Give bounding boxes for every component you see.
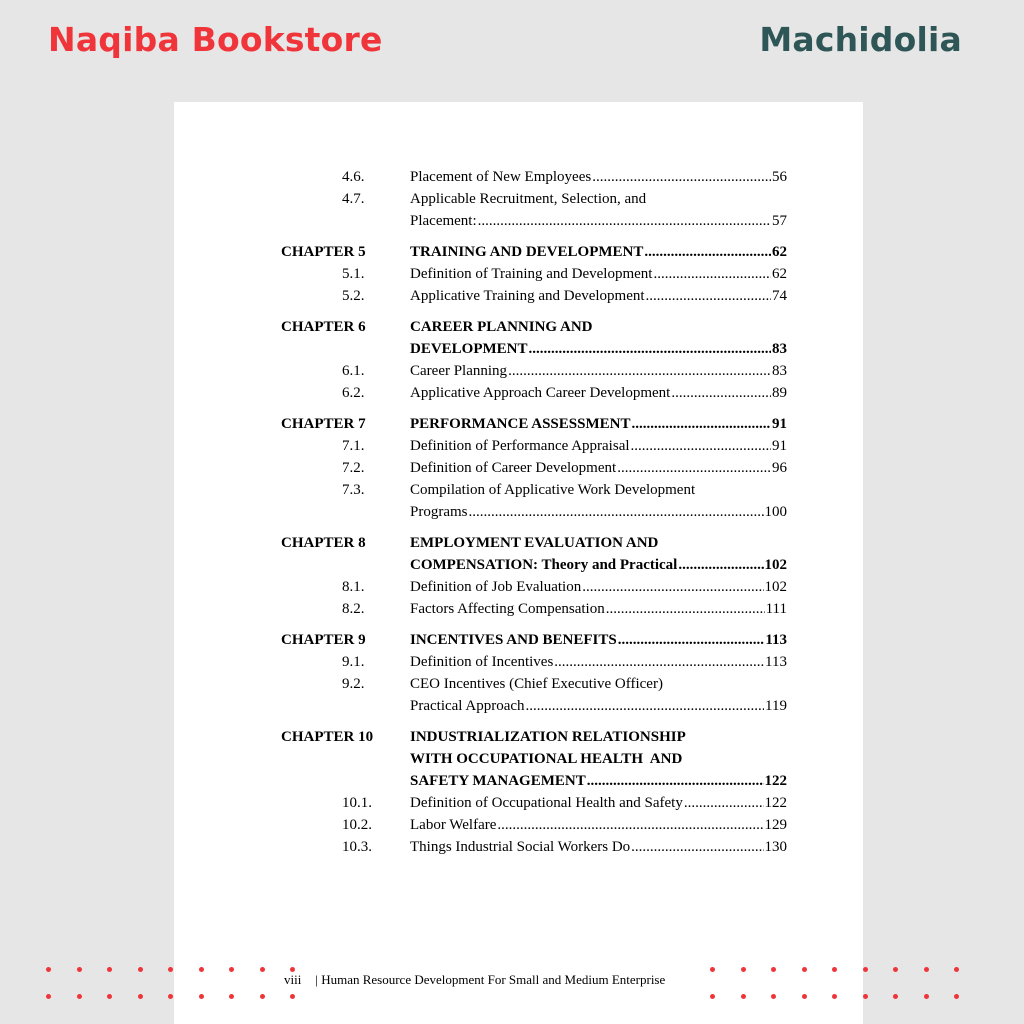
toc-page: 83 <box>772 363 787 379</box>
toc-number: 10.3. <box>342 839 372 855</box>
chapter-title-line: WITH OCCUPATIONAL HEALTH AND <box>410 751 683 767</box>
toc-chapter-10[interactable] <box>281 726 787 748</box>
decorative-dots-right <box>710 967 985 999</box>
dot-leader <box>469 501 764 523</box>
toc-chapter-6-cont[interactable] <box>281 338 787 360</box>
dot-leader <box>646 285 771 307</box>
toc-entry-9-2[interactable] <box>281 673 787 695</box>
toc-chapter-10-cont2[interactable] <box>281 770 787 792</box>
table-of-contents <box>281 166 787 858</box>
dot-leader <box>618 629 765 651</box>
dot-leader <box>508 360 771 382</box>
toc-title: Placement: <box>410 213 477 229</box>
chapter-number: CHAPTER 6 <box>281 319 366 335</box>
document-page <box>174 102 863 1024</box>
toc-chapter-6[interactable] <box>281 316 787 338</box>
toc-page: 96 <box>772 460 787 476</box>
chapter-title-line: EMPLOYMENT EVALUATION AND <box>410 535 659 551</box>
dot-leader <box>653 263 771 285</box>
toc-chapter-10-cont1[interactable] <box>281 748 787 770</box>
toc-title: Definition of Incentives <box>410 654 554 670</box>
toc-chapter-8[interactable] <box>281 532 787 554</box>
toc-page: 119 <box>765 698 787 714</box>
toc-entry-5-2[interactable] <box>281 285 787 307</box>
toc-page: 113 <box>765 654 787 670</box>
chapter-title: SAFETY MANAGEMENT <box>410 773 586 789</box>
footer-book-title: | Human Resource Development For Small and Medium Enterprise <box>315 972 666 987</box>
toc-entry-7-1[interactable] <box>281 435 787 457</box>
toc-entry-4-7-cont[interactable] <box>281 210 787 232</box>
toc-page: 91 <box>772 416 787 432</box>
chapter-number: CHAPTER 7 <box>281 416 366 432</box>
chapter-title-line: INDUSTRIALIZATION RELATIONSHIP <box>410 729 686 745</box>
toc-number: 7.1. <box>342 438 365 454</box>
chapter-number: CHAPTER 10 <box>281 729 374 745</box>
dot-leader <box>526 695 765 717</box>
toc-number: 7.2. <box>342 460 365 476</box>
toc-number: 6.2. <box>342 385 365 401</box>
toc-title: Factors Affecting Compensation <box>410 601 605 617</box>
toc-title: Definition of Performance Appraisal <box>410 438 630 454</box>
toc-title: Applicative Approach Career Development <box>410 385 671 401</box>
chapter-title: COMPENSATION: Theory and Practical <box>410 557 678 573</box>
toc-title: Definition of Job Evaluation <box>410 579 582 595</box>
toc-page: 122 <box>764 795 787 811</box>
dot-leader <box>678 554 763 576</box>
toc-page: 129 <box>764 817 787 833</box>
toc-title-line: CEO Incentives (Chief Executive Officer) <box>410 676 663 692</box>
brand-machidolia: Machidolia <box>759 20 962 59</box>
toc-number: 5.1. <box>342 266 365 282</box>
dot-leader <box>582 576 763 598</box>
toc-page: 74 <box>772 288 787 304</box>
toc-number: 10.1. <box>342 795 372 811</box>
toc-entry-10-3[interactable] <box>281 836 787 858</box>
toc-page: 57 <box>772 213 787 229</box>
toc-title: Definition of Career Development <box>410 460 617 476</box>
chapter-title: TRAINING AND DEVELOPMENT <box>410 244 644 260</box>
dot-leader <box>617 457 771 479</box>
toc-title-line: Compilation of Applicative Work Development <box>410 482 696 498</box>
chapter-number: CHAPTER 5 <box>281 244 366 260</box>
toc-entry-4-7[interactable] <box>281 188 787 210</box>
toc-page: 100 <box>764 504 787 520</box>
toc-entry-9-1[interactable] <box>281 651 787 673</box>
footer-page-number: viii <box>284 972 302 987</box>
toc-page: 113 <box>765 632 787 648</box>
toc-entry-9-2-cont[interactable] <box>281 695 787 717</box>
chapter-number: CHAPTER 9 <box>281 632 366 648</box>
toc-title-line: Applicable Recruitment, Selection, and <box>410 191 647 207</box>
dot-leader <box>631 435 771 457</box>
chapter-title: INCENTIVES AND BENEFITS <box>410 632 617 648</box>
toc-entry-8-2[interactable] <box>281 598 787 620</box>
toc-page: 122 <box>764 773 787 789</box>
toc-page: 91 <box>772 438 787 454</box>
toc-chapter-8-cont[interactable] <box>281 554 787 576</box>
chapter-title: DEVELOPMENT <box>410 341 528 357</box>
dot-leader <box>554 651 764 673</box>
dot-leader <box>592 166 771 188</box>
chapter-number: CHAPTER 8 <box>281 535 366 551</box>
toc-chapter-9[interactable] <box>281 629 787 651</box>
toc-page: 89 <box>772 385 787 401</box>
toc-number: 8.2. <box>342 601 365 617</box>
toc-entry-10-1[interactable] <box>281 792 787 814</box>
page-footer <box>284 972 665 988</box>
toc-title: Practical Approach <box>410 698 525 714</box>
toc-number: 4.7. <box>342 191 365 207</box>
toc-entry-7-3[interactable] <box>281 479 787 501</box>
toc-chapter-5[interactable] <box>281 241 787 263</box>
toc-entry-8-1[interactable] <box>281 576 787 598</box>
dot-leader <box>478 210 771 232</box>
toc-title: Labor Welfare <box>410 817 497 833</box>
toc-entry-7-2[interactable] <box>281 457 787 479</box>
toc-entry-7-3-cont[interactable] <box>281 501 787 523</box>
chapter-title-line: CAREER PLANNING AND <box>410 319 593 335</box>
toc-page: 62 <box>772 244 787 260</box>
dot-leader <box>631 413 771 435</box>
brand-naqiba-bookstore: Naqiba Bookstore <box>48 20 383 59</box>
toc-title: Definition of Training and Development <box>410 266 653 282</box>
toc-entry-10-2[interactable] <box>281 814 787 836</box>
toc-page: 102 <box>764 579 787 595</box>
toc-title: Career Planning <box>410 363 508 379</box>
toc-title: Definition of Occupational Health and Safety <box>410 795 683 811</box>
dot-leader <box>644 241 771 263</box>
toc-page: 83 <box>772 341 787 357</box>
toc-number: 9.2. <box>342 676 365 692</box>
toc-title: Placement of New Employees <box>410 169 592 185</box>
toc-number: 9.1. <box>342 654 365 670</box>
toc-number: 10.2. <box>342 817 372 833</box>
toc-number: 7.3. <box>342 482 365 498</box>
toc-number: 8.1. <box>342 579 365 595</box>
toc-entry-4-6[interactable] <box>281 166 787 188</box>
toc-title: Things Industrial Social Workers Do <box>410 839 631 855</box>
toc-title: Programs <box>410 504 468 520</box>
dot-leader <box>606 598 765 620</box>
toc-page: 130 <box>764 839 787 855</box>
dot-leader <box>631 836 763 858</box>
toc-entry-5-1[interactable] <box>281 263 787 285</box>
toc-title: Applicative Training and Development <box>410 288 645 304</box>
toc-number: 5.2. <box>342 288 365 304</box>
toc-page: 56 <box>772 169 787 185</box>
toc-page: 102 <box>764 557 787 573</box>
toc-page: 62 <box>772 266 787 282</box>
dot-leader <box>671 382 771 404</box>
dot-leader <box>497 814 763 836</box>
toc-page: 111 <box>765 601 787 617</box>
toc-entry-6-2[interactable] <box>281 382 787 404</box>
decorative-dots-left <box>46 967 321 999</box>
dot-leader <box>684 792 764 814</box>
dot-leader <box>529 338 771 360</box>
toc-number: 4.6. <box>342 169 365 185</box>
toc-chapter-7[interactable] <box>281 413 787 435</box>
dot-leader <box>587 770 764 792</box>
toc-number: 6.1. <box>342 363 365 379</box>
toc-entry-6-1[interactable] <box>281 360 787 382</box>
chapter-title: PERFORMANCE ASSESSMENT <box>410 416 631 432</box>
